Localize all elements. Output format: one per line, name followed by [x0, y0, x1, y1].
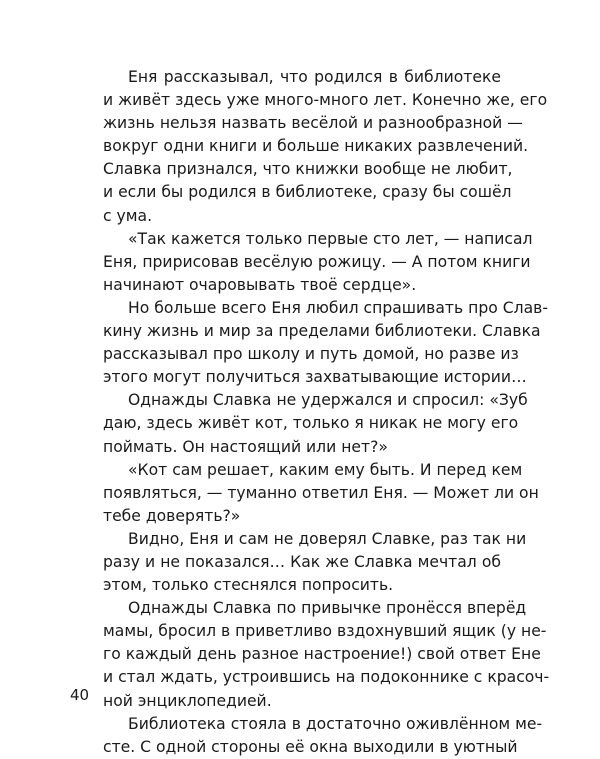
text-line: и живёт здесь уже много-много лет. Конечно же, его: [103, 91, 548, 110]
text-line: этого могут получиться захватывающие истории…: [103, 368, 527, 387]
text-line: «Кот сам решает, каким ему быть. И перед кем: [128, 460, 523, 479]
page-number: 40: [70, 686, 90, 704]
text-line: Славка признался, что книжки вообще не любит,: [103, 160, 513, 179]
text-line: мамы, бросил в приветливо вздохнувший ящик (у не-: [103, 622, 547, 641]
text-line: «Так кажется только первые сто лет, — написал: [128, 229, 533, 248]
text-line: появляться, — туманно ответил Еня. — Может ли он: [103, 483, 539, 502]
text-line: Однажды Славка по привычке пронёсся вперёд: [128, 599, 527, 618]
text-line: и если бы родился в библиотеке, сразу бы сошёл: [103, 183, 512, 202]
text-line: Однажды Славка не удержался и спросил: «Зуб: [128, 391, 528, 410]
text-line: Но больше всего Еня любил спрашивать про Слав-: [128, 298, 548, 317]
text-line: с ума.: [103, 206, 153, 225]
text-line: кину жизнь и мир за пределами библиотеки. Славка: [103, 322, 541, 341]
text-line: и стал ждать, устроившись на подоконнике с красоч-: [103, 668, 550, 687]
text-line: разу и не показался… Как же Славка мечтал об: [103, 552, 501, 571]
text-line: Библиотека стояла в достаточно оживлённом ме-: [128, 714, 543, 733]
text-line: ной энциклопедией.: [103, 691, 272, 710]
text-line: даю, здесь живёт кот, только я никак не могу его: [103, 414, 519, 433]
body-text: [103, 66, 550, 759]
text-line: этом, только стеснялся попросить.: [103, 576, 394, 595]
text-line: вокруг одни книги и больше никаких развлечений.: [103, 137, 529, 156]
text-line: поймать. Он настоящий или нет?»: [103, 437, 388, 456]
text-line: Еня, пририсовав весёлую рожицу. — А потом книги: [103, 252, 531, 271]
text-line: начинают очаровывать твоё сердце».: [103, 275, 417, 294]
text-line: Видно, Еня и сам не доверял Славке, раз так ни: [128, 529, 527, 548]
text-line: го каждый день разное настроение!) свой ответ Ене: [103, 645, 541, 664]
text-line: рассказывал про школу и путь домой, но разве из: [103, 345, 519, 364]
text-line: сте. С одной стороны её окна выходили в уютный: [103, 737, 518, 756]
text-line: Еня рассказывал, что родился в библиотеке: [128, 68, 501, 86]
text-line: жизнь нельзя назвать весёлой и разнообразной —: [103, 114, 523, 133]
text-line: тебе доверять?»: [103, 506, 241, 525]
